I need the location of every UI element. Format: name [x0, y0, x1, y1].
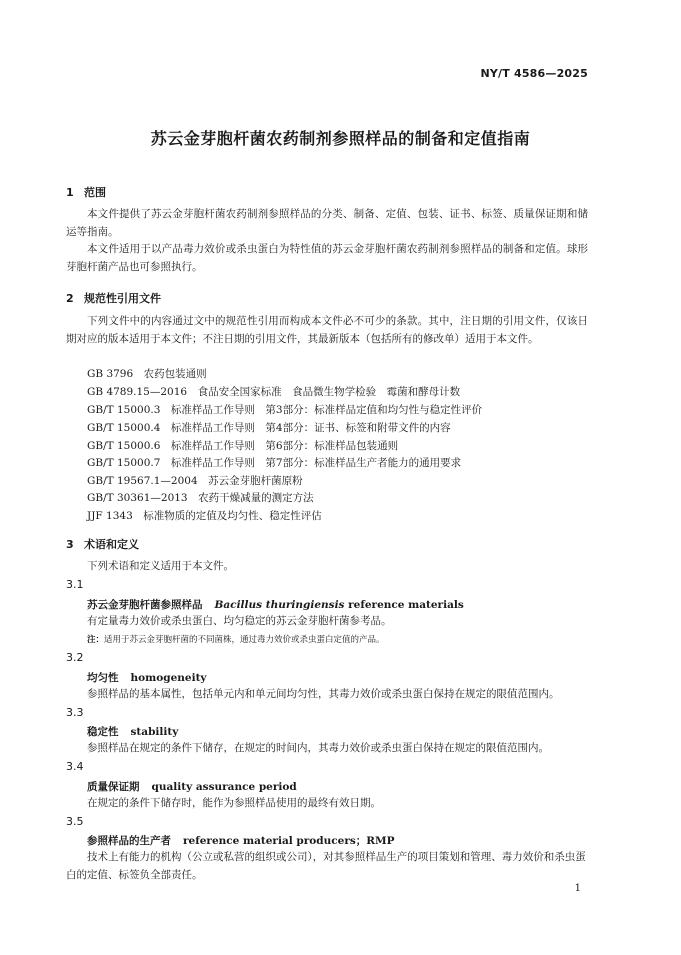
term-heading	[87, 597, 464, 612]
term-zh: 质量保证期	[87, 781, 140, 793]
section-1-number: 1	[66, 186, 74, 199]
term-definition: 有定量毒力效价或杀虫蛋白、均匀稳定的苏云金芽胞杆菌参考品。	[87, 615, 392, 627]
scope-paragraph-2: 本文件适用于以产品毒力效价或杀虫蛋白为特性值的苏云金芽胞杆菌农药制剂参照样品的制备和定值。球形芽胞杆菌产品也可参照执行。	[66, 243, 588, 273]
ref-item: GB/T 15000.6 标准样品工作导则 第6部分：标准样品包装通则	[87, 440, 399, 452]
terms-intro: 下列术语和定义适用于本文件。	[87, 560, 234, 572]
term-en: reference material producers；RMP	[183, 835, 395, 847]
section-3-heading	[66, 536, 139, 552]
section-2-title: 规范性引用文件	[84, 292, 161, 305]
standard-code: NY/T 4586—2025	[480, 67, 588, 80]
note-label: 注：	[87, 635, 105, 645]
term-definition: 参照样品的基本属性，包括单元内和单元间均匀性，其毒力效价或杀虫蛋白保持在规定的限值范围内。	[87, 688, 560, 700]
term-definition: 技术上有能力的机构（公立或私营的组织或公司），对其参照样品生产的项目策划和管理、毒力效价和杀虫蛋白的定值、标签负全部责任。	[66, 851, 586, 881]
section-3-title: 术语和定义	[84, 538, 139, 551]
term-zh: 稳定性	[87, 726, 119, 738]
term-note	[87, 633, 385, 645]
term-heading	[87, 833, 395, 848]
section-2-number: 2	[66, 292, 74, 305]
ref-item: GB/T 15000.7 标准样品工作导则 第7部分：标准样品生产者能力的通用要求	[87, 457, 462, 469]
ref-item: GB/T 19567.1—2004 苏云金芽胞杆菌原粉	[87, 475, 303, 487]
section-1-heading	[66, 184, 106, 200]
ref-item: GB/T 15000.3 标准样品工作导则 第3部分：标准样品定值和均匀性与稳定性评价	[87, 404, 483, 416]
ref-item: GB 4789.15—2016 食品安全国家标准 食品微生物学检验 霉菌和酵母计数	[87, 386, 461, 398]
normative-intro: 下列文件中的内容通过文中的规范性引用而构成本文件必不可少的条款。其中，注日期的引用文件，仅该日期对应的版本适用于本文件；不注日期的引用文件，其最新版本（包括所有的修改单）适用于本文件。	[66, 315, 588, 345]
term-en: homogeneity	[130, 672, 207, 684]
ref-item: GB/T 30361—2013 农药干燥减量的测定方法	[87, 492, 314, 504]
ref-item: GB/T 15000.4 标准样品工作导则 第4部分：证书、标签和附带文件的内容	[87, 422, 451, 434]
term-definition: 参照样品在规定的条件下储存，在规定的时间内，其毒力效价或杀虫蛋白保持在规定的限值范围内。	[87, 742, 549, 754]
ref-item: GB 3796 农药包装通则	[87, 368, 207, 380]
scope-paragraph-1: 本文件提供了苏云金芽胞杆菌农药制剂参照样品的分类、制备、定值、包装、证书、标签、质量保证期和储运等指南。	[66, 208, 588, 238]
section-3-number: 3	[66, 538, 74, 551]
term-zh: 均匀性	[87, 672, 119, 684]
document-title: 苏云金芽胞杆菌农药制剂参照样品的制备和定值指南	[150, 129, 531, 148]
term-number: 3.2	[66, 651, 84, 664]
term-number: 3.4	[66, 760, 84, 773]
term-number: 3.3	[66, 706, 84, 719]
term-en: quality assurance period	[151, 781, 297, 793]
note-text: 适用于苏云金芽胞杆菌的不同菌株，通过毒力效价或杀虫蛋白定值的产品。	[104, 635, 385, 645]
term-zh: 苏云金芽胞杆菌参照样品	[87, 599, 203, 611]
ref-item: JJF 1343 标准物质的定值及均匀性、稳定性评估	[87, 510, 322, 522]
term-heading	[87, 670, 207, 685]
term-heading	[87, 779, 297, 794]
term-en: Bacillus thuringiensis reference materials	[214, 599, 464, 611]
term-number: 3.1	[66, 578, 84, 591]
term-heading	[87, 724, 178, 739]
term-definition: 在规定的条件下储存时，能作为参照样品使用的最终有效日期。	[87, 797, 381, 809]
page-number: 1	[574, 883, 581, 894]
section-2-heading	[66, 290, 161, 306]
term-zh: 参照样品的生产者	[87, 835, 171, 847]
term-number: 3.5	[66, 815, 84, 828]
term-en: stability	[130, 726, 179, 738]
section-1-title: 范围	[84, 186, 106, 199]
